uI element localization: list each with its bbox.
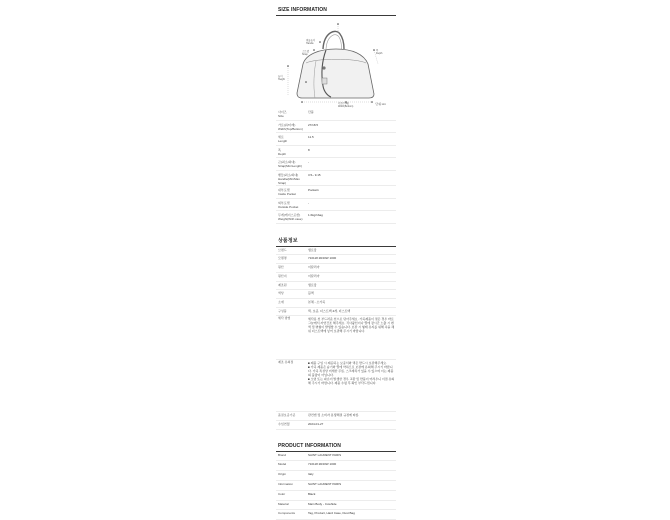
row-value: Italy (308, 471, 396, 481)
row-key: Model (276, 461, 308, 471)
row-value: ■ 제품 구입 시 제공되는 보증서와 택은 반드시 보관해주세요. ■ 가죽 제품은 습기와 열에 약하므로 보관에 유의해 주시기 바랍니다. 가죽 특성상 미세한 주름, 스크래치가 있을 수 있으며 이는 제품의 불량이 아닙니다. ■ 오염 또는 파손이 발생한 경우 교환 및 반품이 어려우니 이점 유의해 주시기 바랍니다. 제품 수령 후 확인 부탁드립니다. (308, 360, 396, 412)
row-key: Material (276, 500, 308, 510)
row-value: - (308, 158, 396, 171)
row-value: SAINT LAURENT PARIS (308, 452, 396, 461)
row-key: 구성품 (276, 307, 308, 316)
table-row (276, 185, 396, 198)
label-height: 높이 Height (278, 75, 285, 81)
table-row (276, 281, 396, 290)
row-value: 8 (308, 145, 396, 158)
row-value: - (308, 198, 396, 211)
row-key: 제조원 (276, 281, 308, 290)
table-row (276, 211, 396, 224)
row-key: 원산 (276, 264, 308, 273)
row-value: 이탈리아 (308, 264, 396, 273)
label-width: 가로(아래) Width(Bottom) (338, 102, 354, 108)
product-detail-column (276, 0, 396, 520)
table-row (276, 198, 396, 211)
unit-label: 단위:cm (375, 102, 386, 106)
table-row (276, 307, 396, 316)
row-key: Brand (276, 452, 308, 461)
row-key: 가로(위/아래) Width(Top/Bottom) (276, 120, 308, 133)
row-value: 생로랑 (308, 247, 396, 255)
row-value: 본체 - 소가죽 (308, 298, 396, 307)
row-key: Information (276, 481, 308, 491)
row-value: 2024-01-27 (308, 420, 396, 429)
table-row (276, 247, 396, 255)
table-row (276, 360, 396, 412)
row-value: 택, 보증, 더스트백 4개, 더스트백 (308, 307, 396, 316)
bag-outline-icon (276, 16, 396, 108)
table-row (276, 120, 396, 133)
row-key: Color (276, 490, 308, 500)
row-key: 색상 (276, 290, 308, 299)
row-value: 1.6kg/1bag (308, 211, 396, 224)
row-key: Origin (276, 471, 308, 481)
row-value: 710118 2R20W 1000 (308, 461, 396, 471)
row-key: 브랜드 (276, 247, 308, 255)
product-en-table (276, 452, 396, 520)
size-table (276, 108, 396, 224)
row-value: 이탈리아 (308, 272, 396, 281)
label-depth: 폭 Depth (376, 49, 383, 55)
table-row (276, 420, 396, 429)
table-row (276, 290, 396, 299)
row-value: 블랙 (308, 290, 396, 299)
table-row (276, 145, 396, 158)
table-row (276, 298, 396, 307)
table-row (276, 158, 396, 171)
row-value: SAINT LAURENT PARIS (308, 481, 396, 491)
row-key: 외부포켓 Outside Pocket (276, 198, 308, 211)
table-row (276, 500, 396, 510)
table-row (276, 481, 396, 491)
row-value: 세탁용 천 부드러운 천으로 닦아주세요. 가죽제품이 젖은 경우 바로 그늘에서 자연건조 해주세요. 직사광선이나 열에 장시간 노출 시 변색 및 변형이 발생할 수 있습니다. 보관 시 형태 유지를 위해 속을 채워 더스트백에 넣어 보관해 주시기 바랍니다. (308, 316, 396, 360)
row-key: 세탁 방법 (276, 316, 308, 360)
product-kr-title: 상품정보 (276, 230, 396, 247)
row-value: 생로랑 (308, 281, 396, 290)
label-strap: 스트랩 Strap (302, 50, 309, 56)
row-key: 품질보증기준 (276, 412, 308, 421)
row-key: 세로 Length (276, 133, 308, 146)
bag-size-diagram (276, 16, 396, 108)
product-kr-table (276, 247, 396, 430)
table-row (276, 108, 396, 120)
row-key: 제조 유의점 (276, 360, 308, 412)
table-row (276, 510, 396, 520)
row-value: Tag, Product, Hard Case, Dust Bag (308, 510, 396, 520)
table-row (276, 471, 396, 481)
table-row (276, 412, 396, 421)
row-key: 사이즈 Size (276, 108, 308, 120)
row-key: 수입연월 (276, 420, 308, 429)
table-row (276, 490, 396, 500)
row-key: 무게(케이스포함) Weight(With case) (276, 211, 308, 224)
row-key: 핸들(최소/최대) Handle(Min/Max Strap) (276, 170, 308, 185)
table-row (276, 255, 396, 264)
table-row (276, 133, 396, 146)
row-value: 710118 2R20W 1000 (308, 255, 396, 264)
table-row (276, 316, 396, 360)
table-row (276, 264, 396, 273)
table-row (276, 272, 396, 281)
row-value: 27/18.5 (308, 120, 396, 133)
row-key: 폭 Depth (276, 145, 308, 158)
table-row (276, 452, 396, 461)
product-en-title: PRODUCT INFORMATION (276, 436, 396, 452)
row-value: 단품 (308, 108, 396, 120)
label-handle: 핸들높이 Handle (306, 39, 316, 45)
row-value: 3.5~ 9.15 (308, 170, 396, 185)
row-key: 내부포켓 Inside Pocket (276, 185, 308, 198)
row-key: 원산지 (276, 272, 308, 281)
table-row (276, 170, 396, 185)
table-row (276, 461, 396, 471)
row-value: Main Body - Cowhide (308, 500, 396, 510)
row-value: Black (308, 490, 396, 500)
row-key: 끈(최소/최대) Strap(Min/Length) (276, 158, 308, 171)
row-key: 소재 (276, 298, 308, 307)
row-value: 관련법 및 소비자 분쟁해결 규정에 따름 (308, 412, 396, 421)
row-key: Components (276, 510, 308, 520)
row-key: 모델명 (276, 255, 308, 264)
row-value: Pocket1 (308, 185, 396, 198)
row-value: 11.5 (308, 133, 396, 146)
size-info-title: SIZE INFORMATION (276, 0, 396, 16)
